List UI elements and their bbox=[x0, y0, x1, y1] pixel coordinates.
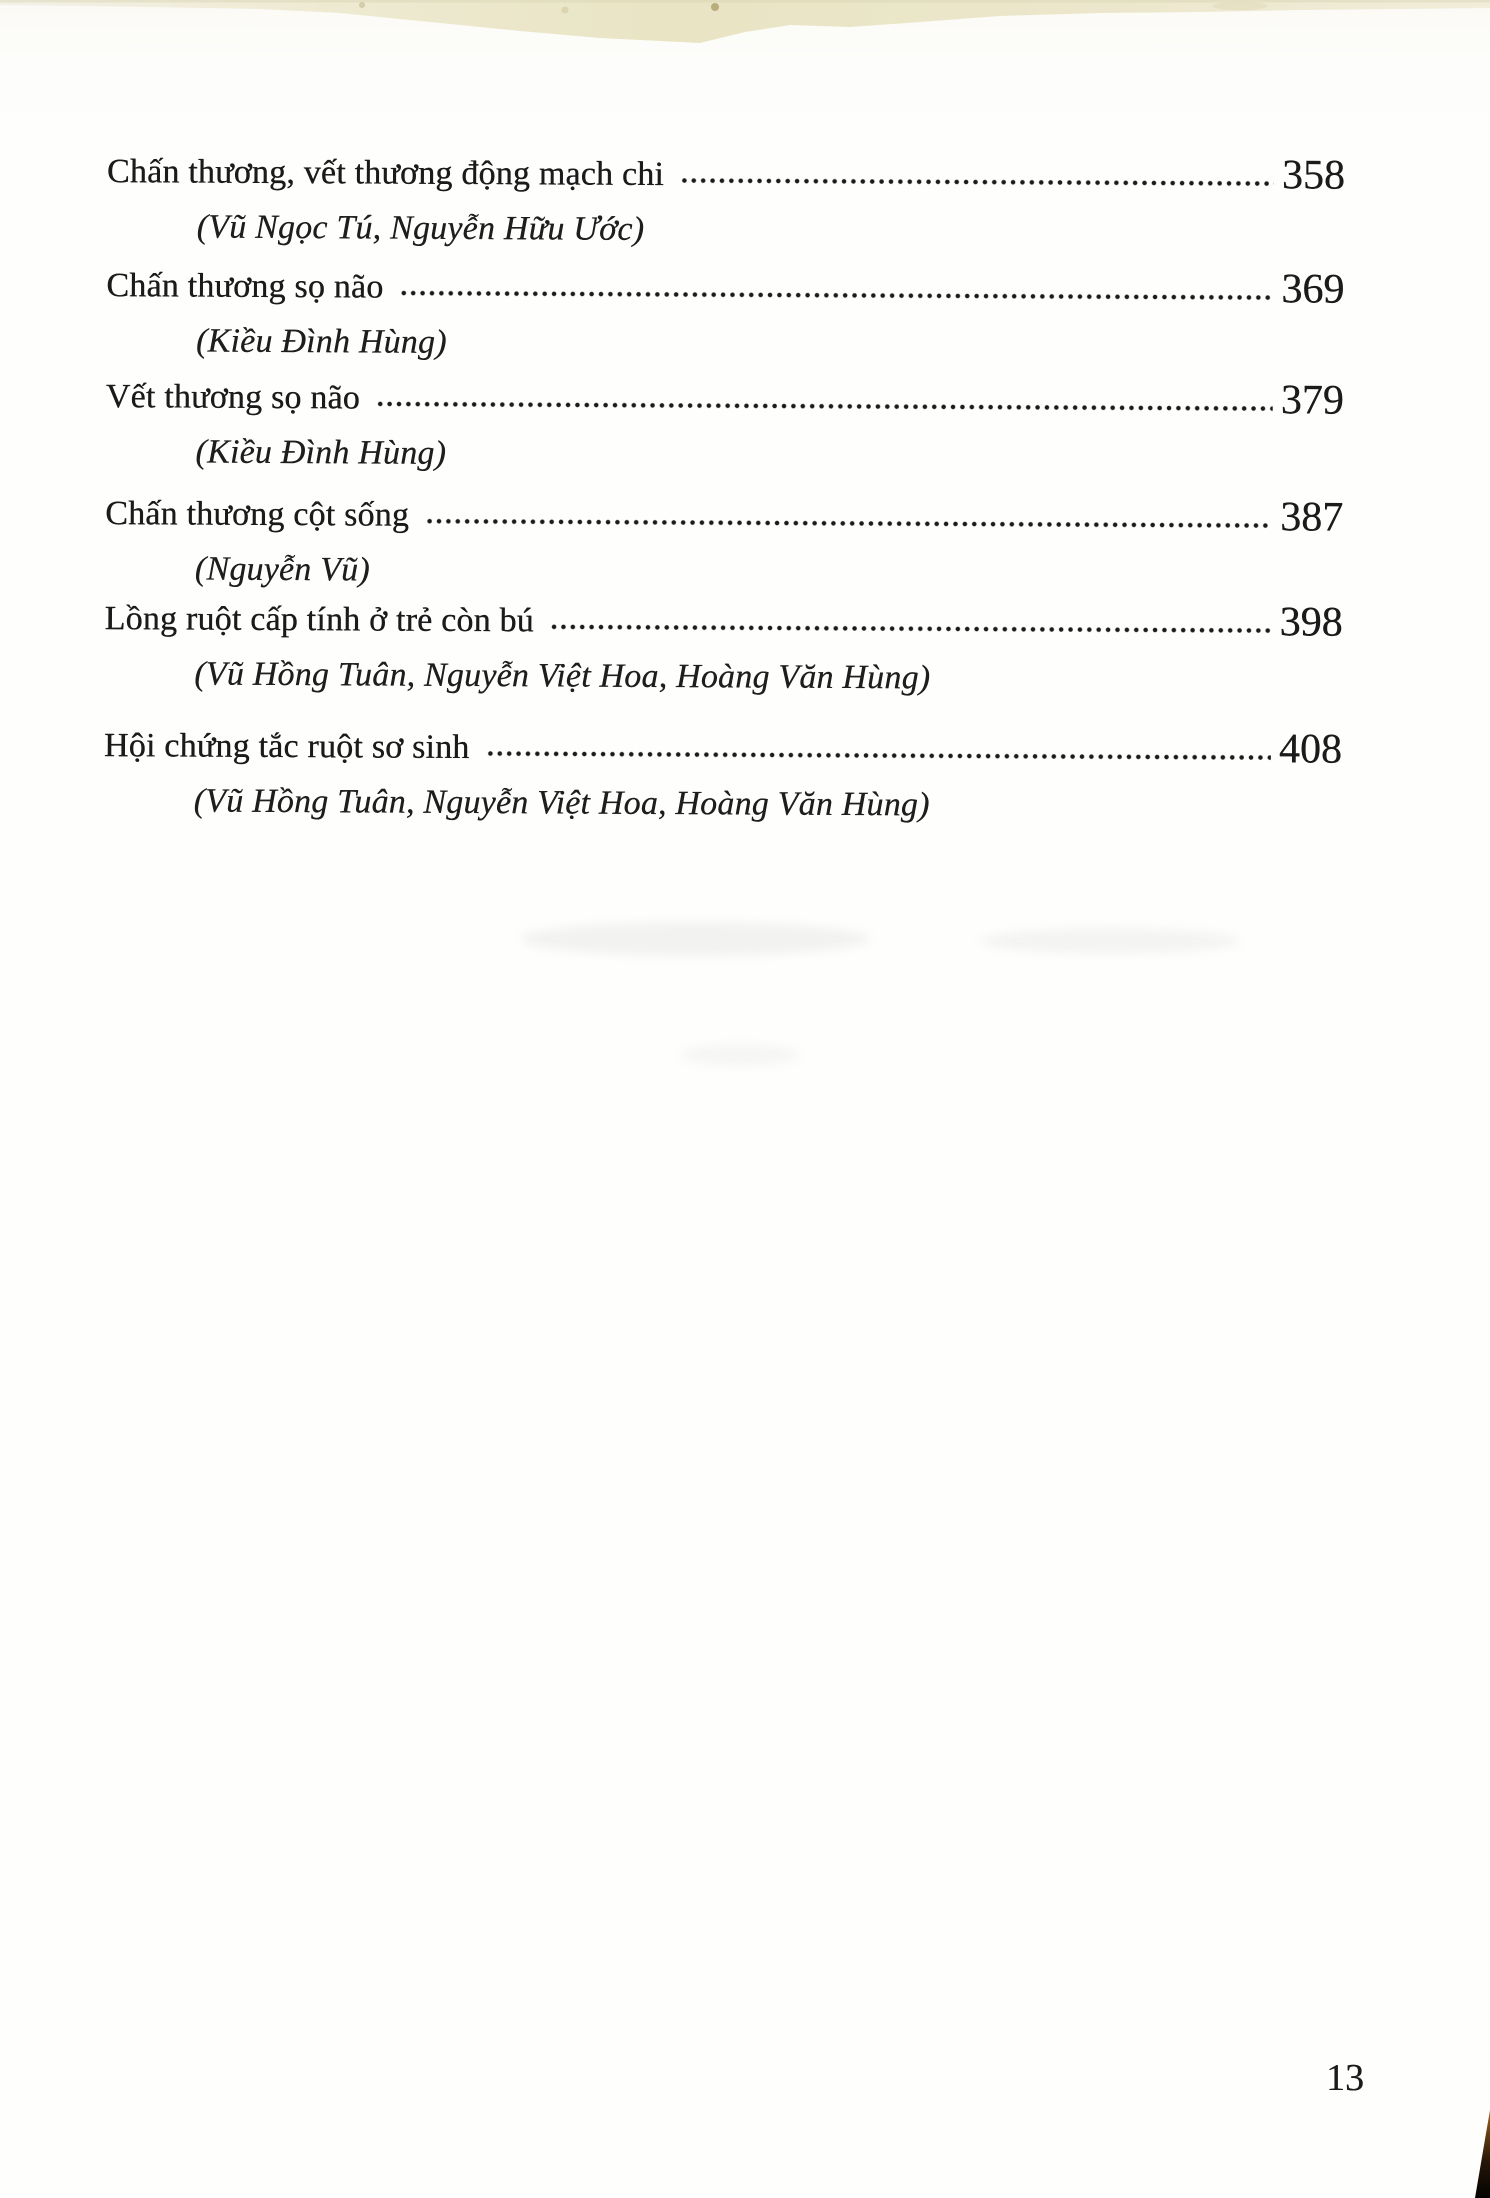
dotted-leader bbox=[680, 176, 1274, 188]
toc-entry-title: Chấn thương, vết thương động mạch chi bbox=[106, 153, 665, 193]
toc-entry-title-line bbox=[106, 372, 1344, 425]
toc-entry-page-number: 387 bbox=[1280, 494, 1344, 541]
toc-entry-authors: (Kiều Đình Hùng) bbox=[195, 433, 447, 472]
toc-entry-title: Chấn thương sọ não bbox=[106, 266, 384, 306]
toc-entry-authors: (Kiều Đình Hùng) bbox=[195, 322, 447, 361]
toc-entry-title-line bbox=[107, 147, 1345, 200]
dotted-leader bbox=[399, 289, 1273, 303]
toc-entry-page-number: 369 bbox=[1281, 266, 1345, 313]
toc-entry bbox=[104, 594, 1343, 702]
toc-entry-authors: (Nguyễn Vũ) bbox=[194, 550, 370, 589]
toc-entry-title-line bbox=[105, 489, 1343, 542]
toc-entry-title: Hội chứng tắc ruột sơ sinh bbox=[103, 726, 470, 766]
table-of-contents bbox=[103, 0, 1346, 956]
toc-entry-authors: (Vũ Hồng Tuân, Nguyễn Việt Hoa, Hoàng Văn Hùng) bbox=[193, 782, 930, 824]
toc-entry bbox=[104, 721, 1343, 829]
toc-entry-page-number: 358 bbox=[1281, 152, 1346, 199]
toc-entry-title: Vết thương sọ não bbox=[105, 377, 361, 417]
bleed-through-smudge bbox=[680, 1044, 800, 1066]
dotted-leader bbox=[550, 622, 1272, 635]
toc-entry bbox=[105, 372, 1344, 480]
toc-entry bbox=[107, 147, 1346, 255]
toc-entry bbox=[106, 261, 1345, 369]
toc-entry-page-number: 408 bbox=[1278, 726, 1343, 773]
toc-entry-authors: (Vũ Ngọc Tú, Nguyễn Hữu Ước) bbox=[196, 208, 645, 248]
scan-shadow-bottom-right bbox=[1475, 2110, 1490, 2198]
page-number-footer: 13 bbox=[1326, 2057, 1364, 2099]
toc-entry-title-line bbox=[104, 721, 1342, 774]
toc-entry-title-line bbox=[106, 261, 1344, 314]
toc-entry-authors: (Vũ Hồng Tuân, Nguyễn Việt Hoa, Hoàng Văn Hùng) bbox=[194, 655, 931, 697]
dotted-leader bbox=[485, 749, 1271, 762]
toc-entry-page-number: 379 bbox=[1280, 377, 1344, 424]
toc-entry bbox=[105, 489, 1344, 597]
toc-entry-title-line bbox=[104, 594, 1342, 647]
dotted-leader bbox=[376, 399, 1273, 413]
toc-entry-title: Lồng ruột cấp tính ở trẻ còn bú bbox=[104, 599, 534, 640]
dotted-leader bbox=[425, 517, 1272, 530]
toc-entry-page-number: 398 bbox=[1279, 599, 1343, 646]
toc-entry-title: Chấn thương cột sống bbox=[105, 494, 410, 534]
